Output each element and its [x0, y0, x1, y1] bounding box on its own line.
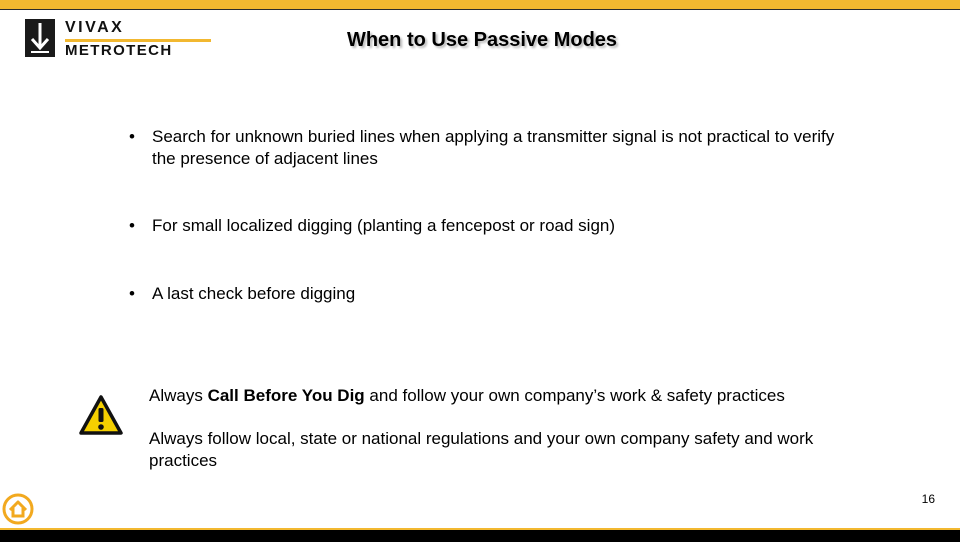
warning-triangle-icon [78, 394, 124, 436]
bullet-text: A last check before digging [152, 284, 356, 303]
logo-text-vivax: VIVAX [65, 19, 125, 36]
notice-bold-phrase: Call Before You Dig [207, 386, 365, 405]
home-icon[interactable] [2, 493, 34, 525]
top-accent-bar [0, 0, 960, 10]
page-number: 16 [921, 492, 935, 506]
bullet-text: Search for unknown buried lines when applying a transmitter signal is not practical to verify the presence of adjacent lines [152, 127, 835, 168]
bullet-item [129, 215, 849, 237]
slide-title: When to Use Passive Modes [346, 29, 618, 51]
notice-text-prefix: Always [149, 386, 208, 405]
notice-regulations: Always follow local, state or national regulations and your own company safety and work practices [149, 429, 814, 470]
bullet-dot: • [129, 284, 135, 303]
bullet-dot: • [129, 127, 135, 146]
notice-call-before-dig [149, 385, 869, 407]
logo-text-metrotech: METROTECH [65, 42, 173, 59]
bullet-item [129, 126, 849, 170]
bullet-item [129, 283, 849, 305]
notice-text-suffix: and follow your own company’s work & safety practices [364, 386, 785, 405]
bullet-dot: • [129, 216, 135, 235]
bullet-text: For small localized digging (planting a fencepost or road sign) [152, 216, 616, 235]
